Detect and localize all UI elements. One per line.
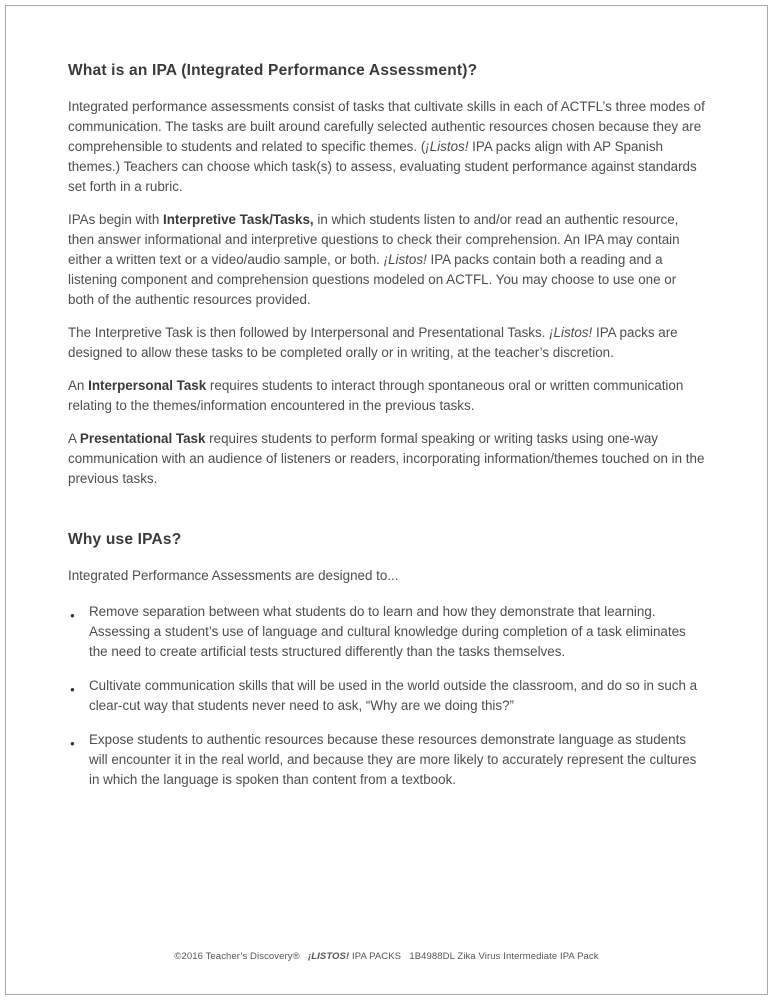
text-segment: IPAs begin with <box>68 212 164 227</box>
paragraph-task-sequence <box>68 323 705 363</box>
section-why-use-ipas <box>68 531 705 790</box>
text-segment: Integrated performance assessments consist of tasks that cultivate skills in each of ACTFL’s three modes of communication. The tasks are built around carefully selected authentic resources chosen because they are comprehensible to students and related to specific themes. ( <box>68 99 705 154</box>
document-page <box>5 5 768 995</box>
text-segment: ¡LISTOS! <box>307 951 350 962</box>
text-segment: Interpersonal Task <box>88 378 207 393</box>
section-what-is-ipa <box>68 62 705 489</box>
heading-what-is-ipa: What is an IPA (Integrated Performance Assessment)? <box>68 62 478 79</box>
paragraph-ipa-definition <box>68 97 705 197</box>
page-footer <box>6 951 767 962</box>
text-segment: A <box>68 431 80 446</box>
bullet-item-cultivate-communication: ● Cultivate communication skills that will be used in the world outside the classroom, and do so in such a clear-cut way that students never need to ask, “Why are we doing this?” <box>68 676 705 716</box>
text-segment: IPA packs contain both a reading and a listening component and comprehension questions modeled on ACTFL. You may choose to use one or both of the authentic resources provided. <box>68 252 677 307</box>
text-segment: ©2016 Teacher’s Discovery® <box>174 951 308 962</box>
bullet-item-remove-separation: ● Remove separation between what students do to learn and how they demonstrate that learning. Assessing a student’s use of language and cultural knowledge during completion of a task eliminates the need to create artificial tests structured differently than the tasks themselves. <box>68 602 705 662</box>
paragraph-interpretive-task <box>68 210 705 310</box>
page-content <box>6 6 767 790</box>
text-segment: An <box>68 378 89 393</box>
text-segment: IPA PACKS 1B4988DL Zika Virus Intermediate IPA Pack <box>349 951 599 962</box>
text-segment: IPA packs align with AP Spanish themes.) Teachers can choose which task(s) to assess, evaluating student performance against standards set forth in a rubric. <box>68 139 697 194</box>
text-segment: in which students listen to and/or read an authentic resource, then answer informational and interpretive questions to check their comprehension. An IPA may contain either a written text or a video/audio sample, or both. <box>68 212 680 267</box>
text-segment: ¡Listos! <box>425 139 469 154</box>
text-segment: ¡Listos! <box>549 325 593 340</box>
text-segment: IPA packs are designed to allow these tasks to be completed orally or in writing, at the teacher’s discretion. <box>68 325 678 360</box>
bullet-item-expose-authentic-resources: ● Expose students to authentic resources because these resources demonstrate language as students will encounter it in the real world, and because they are more likely to accurately represent the cultures in which the language is spoken than content from a textbook. <box>68 730 705 790</box>
heading-why-use-ipas: Why use IPAs? <box>68 531 182 548</box>
text-segment: ¡Listos! <box>383 252 427 267</box>
text-segment: requires students to perform formal speaking or writing tasks using one-way communication with an audience of listeners or readers, incorporating information/themes touched on in the previous tasks. <box>68 431 705 486</box>
text-segment: Presentational Task <box>79 431 206 446</box>
text-segment: The Interpretive Task is then followed by Interpersonal and Presentational Tasks. <box>68 325 550 340</box>
text-segment: Interpretive Task/Tasks, <box>163 212 314 227</box>
paragraph-presentational-task <box>68 429 705 489</box>
benefits-bullet-list <box>68 602 705 790</box>
paragraph-interpersonal-task <box>68 376 705 416</box>
paragraph-designed-to: Integrated Performance Assessments are designed to... <box>68 568 399 583</box>
text-segment: requires students to interact through spontaneous oral or written communication relating to the themes/information encountered in the previous tasks. <box>68 378 684 413</box>
